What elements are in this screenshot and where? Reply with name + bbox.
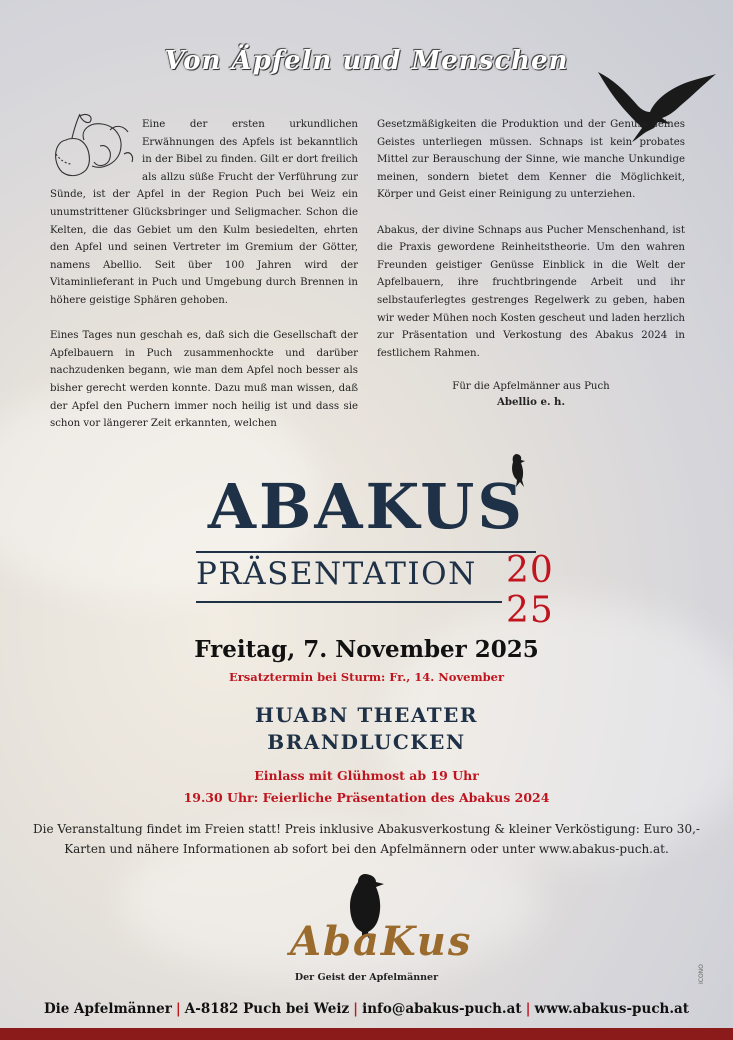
paragraph: Eine der ersten urkundlichen Erwähnungen des Apfels ist bekanntlich in der Bibel zu finden. Gilt er dort freilich als allzu süße Frucht der Verführung zur Sünde, ist der Apfel in der Region Puch bei Weiz ein unumstrittener Glücksbringer und Seligmacher. Schon die Kelten, die das Gebiet um den Kulm besiedelten, ehrten den Apfel und seinen Vertreter im Gremium der Götter, namens Abellio. Seit über 100 Jahren wird der Vitaminlieferant in Puch und Umgebung durch Brennen in höhere geistige Sphären gehoben. xyxy=(50,119,358,306)
year-top: 20 xyxy=(506,550,554,591)
presentation-subtitle: PRÄSENTATION xyxy=(196,556,477,592)
footer-separator: | xyxy=(353,1001,359,1017)
divider xyxy=(196,601,502,603)
alternate-date: Ersatztermin bei Sturm: Fr., 14. November xyxy=(228,670,505,684)
apple-sketch-icon xyxy=(46,110,138,182)
footer-contact xyxy=(0,1001,733,1017)
paragraph: Abakus, der divine Schnaps aus Pucher Menschenhand, ist die Praxis gewordene Reinheitstheorie. Um den wahren Freunden geistiger Genüsse Einblick in die Welt der Apfelbauern, ihre fruchtbringende Arbeit und ihr selbstauferlegtes gestrenges Regelwerk zu geben, haben wir weder Mühen noch Kosten gescheut und laden herzlich zur Präsentation und Verkostung des Abakus 2024 in festlichem Rahmen. xyxy=(377,224,685,359)
paragraph: Eines Tages nun geschah es, daß sich die Gesellschaft der Apfelbauern in Puch zusammenhockte und darüber nachzudenken begann, wie man dem Apfel noch besser als bisher gerecht werden konnte. Dazu muß man wissen, daß der Apfel den Puchern immer noch heilig ist und dass sie schon vor längerer Zeit erkannten, welchen xyxy=(50,330,358,430)
footer-separator: | xyxy=(175,1001,181,1017)
intro-left-column xyxy=(50,116,358,450)
brand-wordmark: ABAKUS xyxy=(207,470,526,543)
event-date: Freitag, 7. November 2025 xyxy=(194,636,539,663)
venue-name: HUABN THEATER xyxy=(254,703,479,727)
ceremony-time: 19.30 Uhr: Feierliche Präsentation des Abakus 2024 xyxy=(183,790,550,805)
logo-wordmark: AbaKus xyxy=(290,918,473,965)
footer-website[interactable]: www.abakus-puch.at xyxy=(534,1001,690,1017)
signature-name: Abellio e. h. xyxy=(497,395,565,408)
year-bottom: 25 xyxy=(506,590,554,631)
footer-separator: | xyxy=(525,1001,531,1017)
footer-org: Die Apfelmänner xyxy=(43,1001,172,1017)
logo-tagline: Der Geist der Apfelmänner xyxy=(294,972,439,983)
footer-address: A-8182 Puch bei Weiz xyxy=(184,1001,350,1017)
venue-location: BRANDLUCKEN xyxy=(267,730,466,754)
event-info: Die Veranstaltung findet im Freien statt! Preis inklusive Abakusverkostung & kleiner Verköstigung: Euro 30,- xyxy=(33,822,700,836)
signature-line: Für die Apfelmänner aus Puch xyxy=(452,380,610,392)
footer-email[interactable]: info@abakus-puch.at xyxy=(362,1001,522,1017)
page-title: Von Äpfeln und Menschen xyxy=(164,46,569,76)
ticket-info: Karten und nähere Informationen ab sofort bei den Apfelmännern oder unter www.abakus-puch.at. xyxy=(64,842,669,856)
entry-time: Einlass mit Glühmost ab 19 Uhr xyxy=(254,768,479,783)
bottom-color-bar xyxy=(0,1028,733,1040)
intro-right-column xyxy=(377,116,685,411)
paragraph: Gesetzmäßigkeiten die Produktion und der Genuss seines Geistes unterliegen müssen. Schnaps ist kein probates Mittel zur Berauschung der Sinne, wie manche Unkundige meinen, sondern bietet dem Kenner die Möglichkeit, Körper und Geist einer Reinigung zu unterziehen. xyxy=(377,119,685,201)
designer-credit: ICONO xyxy=(698,964,705,984)
divider xyxy=(196,551,536,553)
